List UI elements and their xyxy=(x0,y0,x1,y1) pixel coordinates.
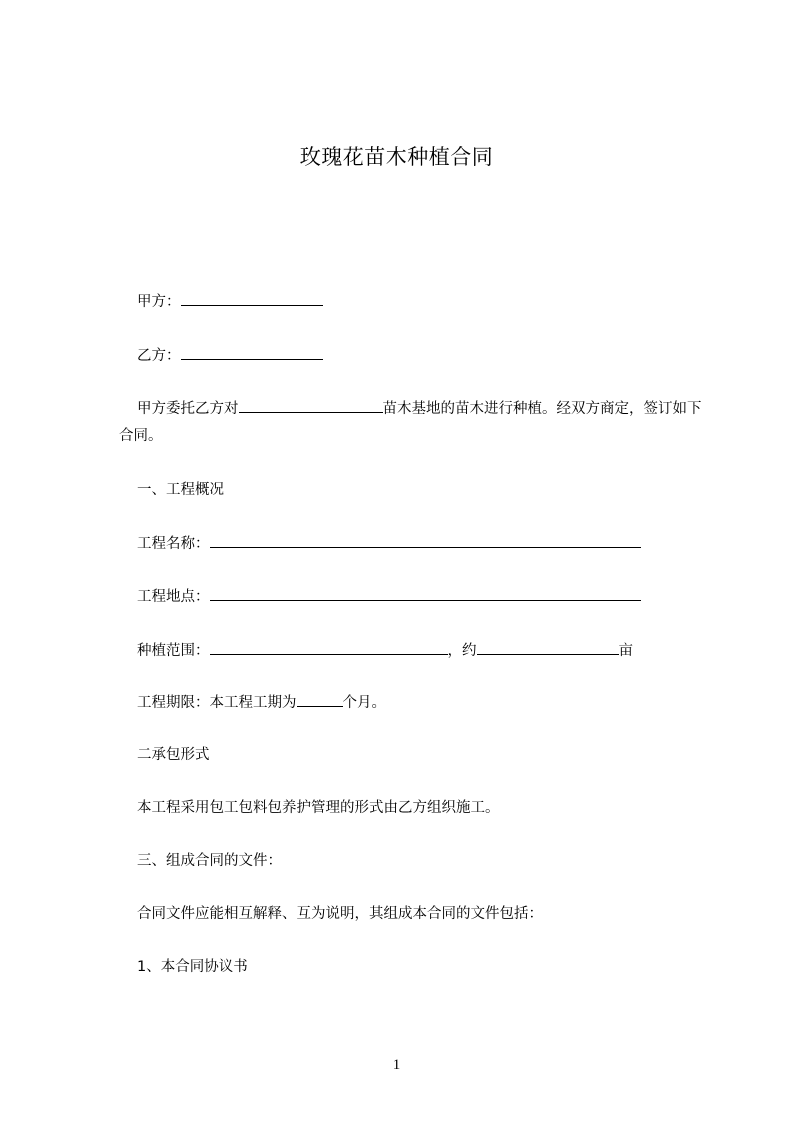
project-period-prefix: 工程期限：本工程工期为 xyxy=(137,695,297,711)
planting-area-blank[interactable] xyxy=(477,640,619,655)
project-location-line xyxy=(137,586,641,607)
project-location-blank[interactable] xyxy=(210,586,641,601)
project-location-label: 工程地点： xyxy=(137,589,210,605)
party-b-blank[interactable] xyxy=(181,345,323,360)
planting-scope-label: 种植范围： xyxy=(137,643,210,659)
project-period-blank[interactable] xyxy=(297,692,343,707)
planting-scope-unit: 亩 xyxy=(618,643,633,659)
party-a-blank[interactable] xyxy=(181,291,323,306)
party-a-label: 甲方： xyxy=(137,294,181,310)
intro-text-end: 苗木基地的苗木进行种植。经双方商定，签订如下合同。 xyxy=(119,401,702,444)
project-name-blank[interactable] xyxy=(210,533,641,548)
base-name-blank[interactable] xyxy=(239,398,383,413)
intro-text-start: 甲方委托乙方对 xyxy=(137,401,239,417)
section3-heading: 三、组成合同的文件： xyxy=(137,853,282,869)
party-b-line xyxy=(137,345,323,366)
planting-scope-blank[interactable] xyxy=(210,640,448,655)
planting-scope-mid: ，约 xyxy=(447,643,477,659)
party-a-line xyxy=(137,291,323,312)
project-name-line xyxy=(137,533,641,554)
project-period-line xyxy=(137,692,386,713)
project-name-label: 工程名称： xyxy=(137,536,210,552)
section1-heading: 一、工程概况 xyxy=(137,482,224,498)
planting-scope-line xyxy=(137,640,633,661)
list-item-1: 1、本合同协议书 xyxy=(137,959,248,975)
project-period-suffix: 个月。 xyxy=(342,695,386,711)
party-b-label: 乙方： xyxy=(137,348,181,364)
section2-body: 本工程采用包工包料包养护管理的形式由乙方组织施工。 xyxy=(137,800,500,816)
intro-paragraph xyxy=(119,396,704,450)
document-title: 玫瑰花苗木种植合同 xyxy=(299,145,494,169)
section3-body: 合同文件应能相互解释、互为说明，其组成本合同的文件包括： xyxy=(137,906,543,922)
section2-heading: 二承包形式 xyxy=(137,747,210,763)
page-number: 1 xyxy=(392,1057,401,1073)
